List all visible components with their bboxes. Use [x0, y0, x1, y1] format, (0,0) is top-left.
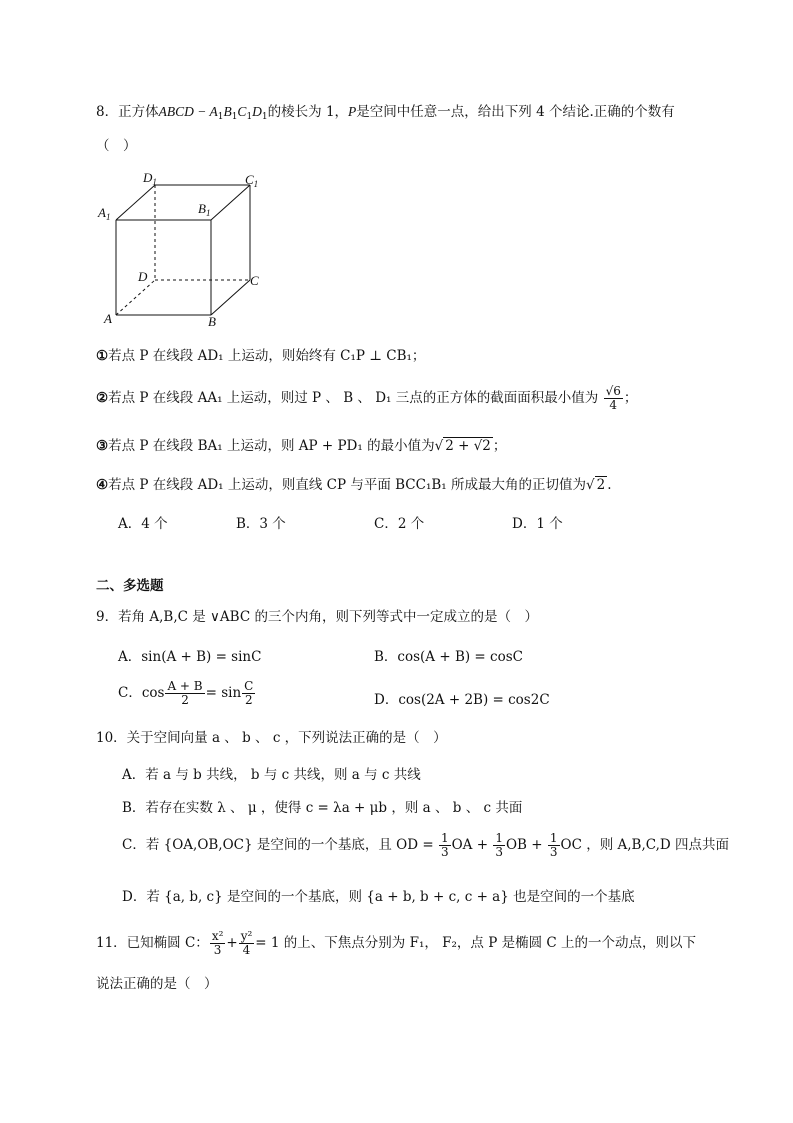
cube-diagram: [95, 168, 275, 338]
q8-option-b[interactable]: B．3 个: [236, 516, 286, 532]
q8-paren: （ ）: [96, 138, 137, 154]
label-D1: $D_1$: [143, 170, 157, 187]
label-C1: $C_1$: [245, 172, 259, 189]
q10-stem: 10．关于空间向量 a 、 b 、 c ，下列说法正确的是（ ）: [96, 730, 447, 746]
q11-stem: 11．已知椭圆 C： $\frac{\text{x²}}{3}$ + $\frac{\text{y²}}{4}$ = 1 的上、下焦点分别为 F₁， F₂，点 P 是椭圆 C 上的一个动点，则以下: [96, 929, 696, 958]
label-B1: $B_1$: [198, 201, 211, 218]
q8-stem: 8．正方体ABCD − $A_1B_1C_1D_1$的棱长为 1，P是空间中任意一点，给出下列 4 个结论.正确的个数有: [96, 104, 675, 122]
label-B: B: [208, 314, 216, 329]
q9-stem: 9．若角 A,B,C 是 ∨ABC 的三个内角，则下列等式中一定成立的是（ ）: [96, 609, 538, 625]
q8-item-1: ①若点 P 在线段 AD₁ 上运动，则始终有 C₁P ⊥ CB₁；: [96, 348, 426, 364]
q8-item-2: ②若点 P 在线段 AA₁ 上运动，则过 P 、 B 、 D₁ 三点的正方体的截面面积最小值为 $\frac{√6}{4}$ ；: [96, 384, 638, 413]
q9-option-d[interactable]: D．cos(2A + 2B) = cos2C: [374, 692, 550, 708]
q8-item-3: ③若点 P 在线段 BA₁ 上运动，则 AP + PD₁ 的最小值为√ 2 + √2 ；: [96, 438, 507, 454]
q10-option-d[interactable]: D．若 {a, b, c} 是空间的一个基底，则 {a + b, b + c, c + a} 也是空间的一个基底: [122, 889, 635, 905]
q9-option-c[interactable]: C．cos $\frac{A + B}{2}$ = sin $\frac{C}{2}$: [118, 679, 254, 708]
q8-option-c[interactable]: C．2 个: [374, 516, 425, 532]
q10-option-a[interactable]: A．若 a 与 b 共线， b 与 c 共线，则 a 与 c 共线: [122, 767, 421, 783]
q8-item-4: ④若点 P 在线段 AD₁ 上运动，则直线 CP 与平面 BCC₁B₁ 所成最大角的正切值为√ 2 .: [96, 477, 612, 493]
label-C: C: [250, 273, 259, 288]
q9-option-b[interactable]: B．cos(A + B) = cosC: [374, 649, 523, 665]
section-title: 二、多选题: [96, 578, 164, 594]
label-A: A: [104, 311, 112, 326]
label-A1: $A_1$: [98, 205, 111, 222]
label-D: D: [138, 269, 148, 284]
q11-stem-line2: 说法正确的是（ ）: [96, 976, 218, 992]
q8-option-a[interactable]: A．4 个: [118, 516, 168, 532]
q10-option-c[interactable]: C．若 {OA,OB,OC} 是空间的一个基底，且 OD = $\frac{1}{3}$ OA + $\frac{1}{3}$ OB + $\frac{1}{3}$ OC ，则 A,B,C,D 四点共面: [122, 831, 729, 860]
q8-option-d[interactable]: D．1 个: [512, 516, 563, 532]
q9-option-a[interactable]: A．sin(A + B) = sinC: [118, 649, 262, 665]
q10-option-b[interactable]: B．若存在实数 λ 、 μ ，使得 c = λa + μb ，则 a 、 b 、 c 共面: [122, 800, 523, 816]
